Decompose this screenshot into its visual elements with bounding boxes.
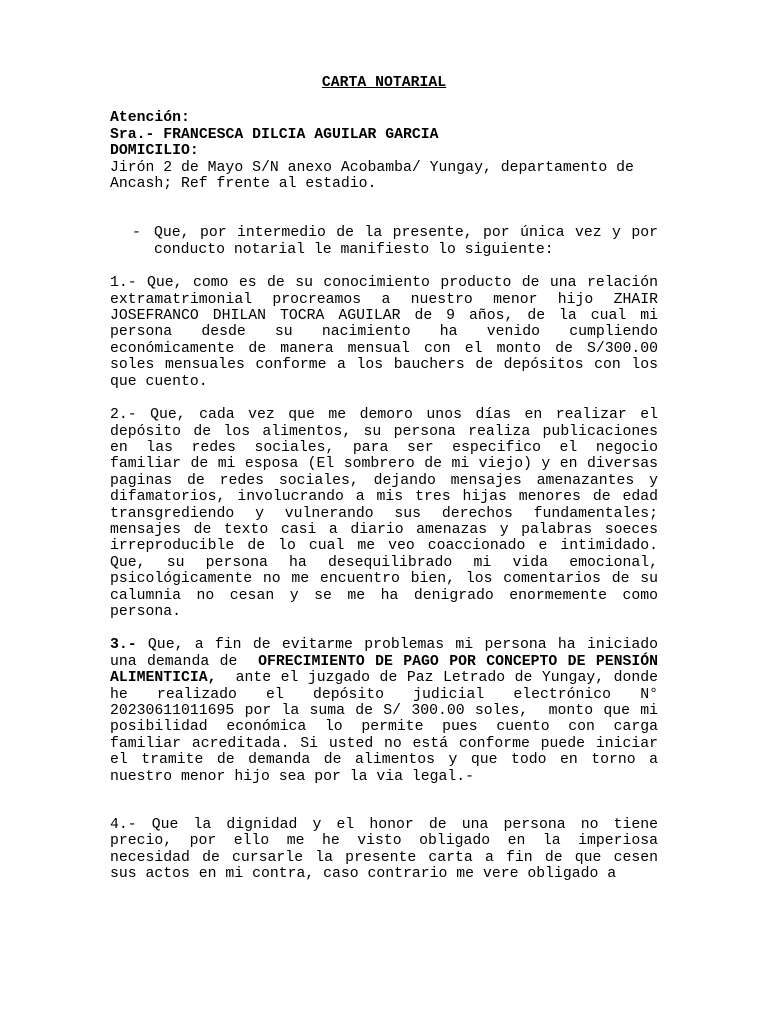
intro-item: [110, 225, 658, 258]
letter-header: [110, 110, 658, 192]
paragraph-3-text-b: ante el juzgado de Paz Letrado de Yungay, donde he realizado el depósito judicial electrónico N° 20230611011695 por la suma de S/ 300.00 soles, monto que mi posibilidad económica lo permite pues cuento con carga familiar acreditada. Si usted no está conforme puede iniciar el tramite de demanda de alimentos y que todo en torno a nuestro menor hijo sea por la via legal.-: [110, 670, 667, 785]
paragraph-3-bold-text: OFRECIMIENTO DE PAGO POR CONCEPTO DE PENSIÓN ALIMENTICIA,: [110, 653, 659, 687]
paragraph-4: 4.- Que la dignidad y el honor de una persona no tiene precio, por ello me he visto obligado en la imperiosa necesidad de cursarle la presente carta a fin de que cesen sus actos en mi contra, caso contrario me vere obligado a: [110, 817, 658, 883]
attention-label: Atención:: [110, 110, 190, 127]
intro-dash: -: [132, 225, 141, 242]
paragraph-3: [110, 637, 667, 785]
letter-title: CARTA NOTARIAL: [321, 75, 447, 91]
letter-page: [110, 75, 667, 883]
paragraph-3-number: 3.-: [110, 637, 137, 654]
intro-text: Que, por intermedio de la presente, por única vez y por conducto notarial le manifiesto lo siguiente:: [154, 225, 658, 258]
paragraph-1: 1.- Que, como es de su conocimiento producto de una relación extramatrimonial procreamos a nuestro menor hijo ZHAIR JOSEFRANCO DHILAN TOCRA AGUILAR de 9 años, de la cual mi persona desde su nacimiento ha venido cumpliendo económicamente de manera mensual con el monto de S/300.00 soles mensuales conforme a los bauchers de depósitos con los que cuento.: [110, 275, 658, 390]
paragraph-3-text-a: Que, a fin de evitarme problemas mi persona ha iniciado una demanda de: [110, 637, 667, 670]
paragraph-2: 2.- Que, cada vez que me demoro unos días en realizar el depósito de los alimentos, su persona realiza publicaciones en las redes sociales, para ser especifico el negocio familiar de mi esposa (El sombrero de mi viejo) y en diversas paginas de redes sociales, dejando mensajes amenazantes y difamatorios, involucrando a mis tres hijas menores de edad transgrediendo y vulnerando sus derechos fundamentales; mensajes de texto casi a diario amenazas y palabras soeces irreproducible de lo cual me veo coaccionado e intimidado. Que, su persona ha desequilibrado mi vida emocional, psicológicamente no me encuentro bien, los comentarios de su calumnia no cesan y se me ha denigrado enormemente como persona.: [110, 407, 658, 620]
recipient-line: [110, 127, 658, 143]
recipient-address: Jirón 2 de Mayo S/N anexo Acobamba/ Yungay, departamento de Ancash; Ref frente al estadio.: [110, 159, 634, 193]
recipient-name: FRANCESCA DILCIA AGUILAR GARCIA: [163, 126, 439, 143]
recipient-prefix: Sra.-: [110, 126, 155, 143]
domicile-label: DOMICILIO:: [110, 143, 199, 160]
